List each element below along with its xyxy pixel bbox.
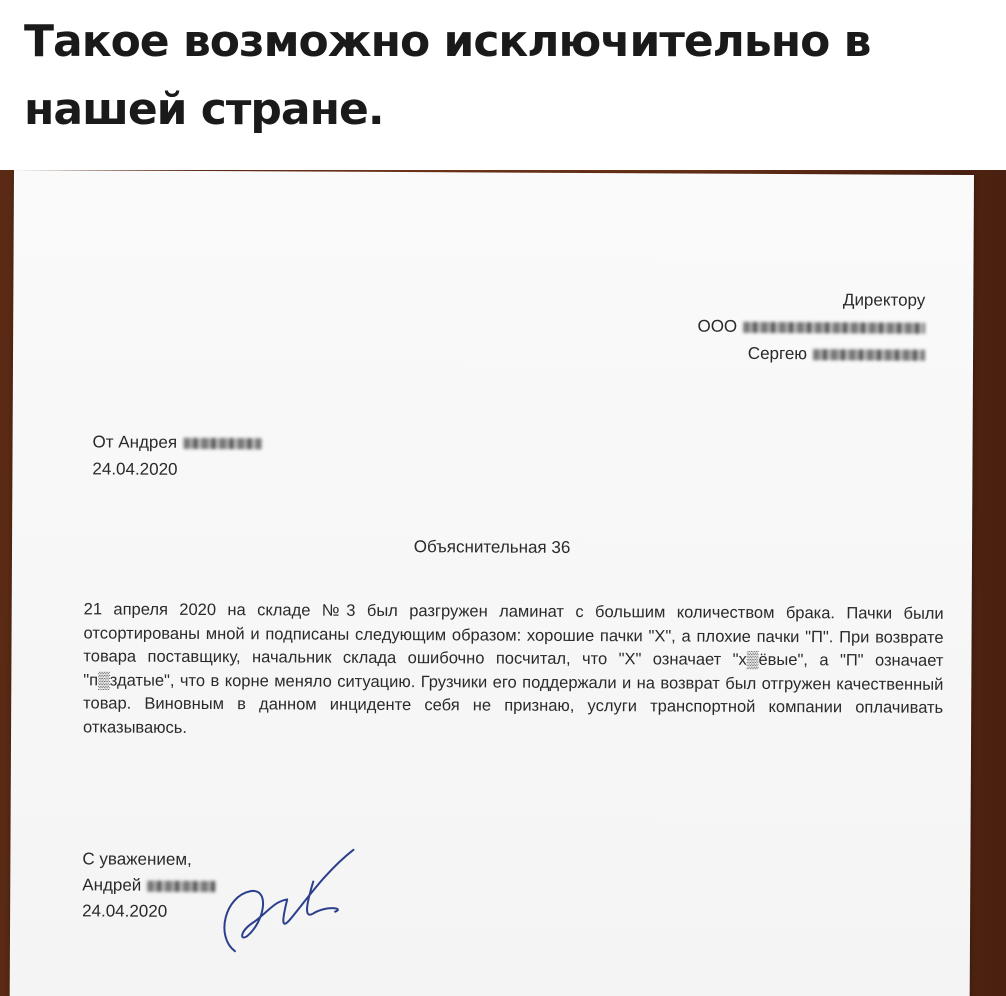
sender-block	[92, 428, 261, 483]
redacted-surname	[183, 438, 261, 449]
document-title: Объяснительная 36	[413, 537, 571, 557]
handwritten-signature	[195, 841, 376, 972]
paper-sheet	[10, 170, 974, 996]
addressee-company-label: ООО	[697, 316, 738, 336]
addressee-company	[697, 313, 925, 341]
addressee-block	[697, 286, 925, 368]
closing-name-label: Андрей	[82, 875, 142, 895]
sender-name	[93, 428, 262, 456]
document-photo	[0, 170, 1006, 996]
addressee-name-label: Сергею	[747, 343, 808, 364]
addressee-name	[697, 340, 925, 368]
redacted-surname	[813, 349, 925, 361]
addressee-position: Директору	[842, 290, 926, 310]
redacted-company-name	[743, 322, 925, 334]
closing-date: 24.04.2020	[82, 901, 168, 921]
sender-date: 24.04.2020	[92, 459, 178, 479]
sender-name-label: От Андрея	[92, 432, 178, 452]
document-body: 21 апреля 2020 на складе №3 был разгружен ламинат с большим количеством брака. Пачки были отсортированы мной и подписаны следующим образом: хорошие пачки "Х", а плохие пачки "П". При возврате товара поставщику, начальник склада ошибочно посчитал, что "Х" означает "х▒ёвые", а "П" означает "п▒здатые", что в корне меняло ситуацию. Грузчики его поддержали и на возврат был отгружен качественный товар. Виновным в данном инциденте себя не признаю, услуги транспортной компании оплачивать отказываюсь.	[83, 600, 944, 737]
meme-caption: Такое возможно исключительно в нашей стране.	[24, 16, 871, 135]
closing-salutation: С уважением,	[82, 849, 192, 869]
